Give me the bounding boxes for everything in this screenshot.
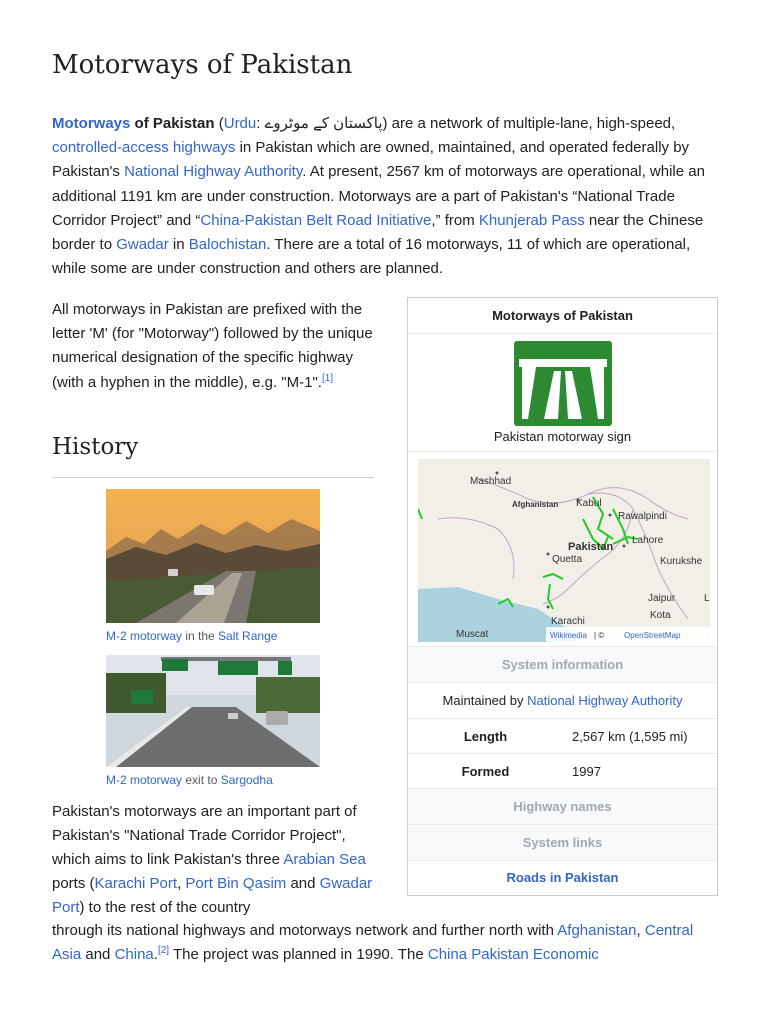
link-cpec[interactable]: China-Pakistan Belt Road Initiative — [200, 211, 432, 229]
map-label-kurukshe: Kurukshe — [660, 556, 703, 567]
link-khunjerab[interactable]: Khunjerab Pass — [478, 211, 585, 229]
link-china[interactable]: China — [114, 946, 154, 963]
length-label: Length — [463, 729, 508, 744]
intro-text: in Pakistan which are owned, maintained, and operated federally by Pakistan's — [52, 139, 690, 181]
ref-2-link[interactable]: [2] — [157, 945, 170, 956]
map-label-kota: Kota — [650, 610, 671, 621]
map-label-lahore: Lahore — [632, 535, 664, 546]
intro-text: ,” from — [431, 211, 479, 229]
caption-text: exit to — [182, 773, 221, 787]
intro-bold: of Pakistan — [130, 115, 215, 132]
link-central-asia[interactable]: Central Asia — [52, 922, 694, 963]
link-motorways[interactable]: Motorways — [52, 115, 131, 132]
map-label-mashhad: Mashhad — [470, 476, 512, 487]
highway-names-header[interactable]: Highway names — [408, 789, 717, 825]
link-afghanistan[interactable]: Afghanistan — [557, 922, 637, 939]
intro-paragraph — [52, 112, 716, 281]
infobox-map[interactable] — [408, 452, 717, 647]
length-value: 2,567 km (1,595 mi) — [572, 729, 688, 744]
system-links-header[interactable]: System links — [408, 825, 717, 861]
urdu-text: : پاکستان کے موٹروے — [256, 115, 383, 132]
map-label-kabul: Kabul — [576, 498, 602, 509]
corridor-text: Pakistan's motorways are an important part of Pakistan's "National Trade Corridor Project", which aims to link Pakistan's three — [52, 803, 357, 868]
length-row — [408, 719, 717, 754]
caption-link-m2-exit[interactable]: M-2 motorway — [106, 773, 183, 787]
sargodha-exit-photo[interactable] — [106, 655, 320, 767]
link-karachi-port[interactable]: Karachi Port — [94, 875, 178, 892]
intro-text: in — [168, 236, 189, 254]
link-china-pakistan-economic[interactable]: China Pakistan Economic — [427, 946, 599, 963]
link-nha[interactable]: National Highway Authority — [124, 163, 303, 181]
caption-link-m2[interactable]: M-2 motorway — [106, 629, 183, 643]
intro-text: . There are a total of 16 motorways, 11 of which are operational, while some are under construction and others are planned. — [52, 236, 691, 278]
map-label-karachi: Karachi — [551, 616, 585, 627]
corridor-text: and — [81, 946, 115, 963]
maintained-by-row — [408, 683, 717, 719]
caption-salt-range — [106, 629, 277, 643]
motorway-sign-icon[interactable] — [514, 341, 612, 426]
map-label-muscat: Muscat — [456, 629, 489, 640]
map-attribution-sep: | © — [594, 631, 605, 640]
link-arabian-sea[interactable]: Arabian Sea — [283, 851, 366, 868]
corridor-text: , — [636, 922, 645, 939]
formed-value: 1997 — [572, 764, 601, 779]
corridor-text: through its national highways and motorways network and further north with — [52, 922, 558, 939]
ref-1-link[interactable]: [1] — [321, 372, 334, 384]
corridor-text: ports ( — [52, 875, 95, 892]
link-maintained-nha[interactable]: National Highway Authority — [527, 693, 683, 708]
intro-text: . At present, 2567 km of motorways are operational, while an additional 1191 km are under construction. Motorways are a part of Pakistan's “National Trade Corridor Project” and “ — [52, 163, 705, 229]
caption-text: in the — [182, 629, 219, 643]
link-gwadar-port[interactable]: Gwadar Port — [52, 875, 373, 916]
caption-sargodha — [106, 773, 273, 787]
map-label-rawalpindi: Rawalpindi — [618, 511, 667, 522]
pakistan-map[interactable] — [418, 459, 710, 642]
prefix-paragraph — [52, 298, 377, 395]
prefix-text: All motorways in Pakistan are prefixed with the letter 'M' (for "Motorway") followed by the unique numerical designation of the specific highway (with a hyphen in the middle), e.g. "M-1". — [52, 301, 373, 391]
corridor-paragraph-continued — [52, 919, 716, 967]
heading-divider — [52, 477, 374, 478]
corridor-text: and — [286, 875, 320, 892]
corridor-paragraph — [52, 800, 377, 920]
maintained-prefix: Maintained by — [442, 693, 528, 708]
roads-in-pakistan-link[interactable]: Roads in Pakistan — [506, 870, 619, 885]
salt-range-photo[interactable] — [106, 489, 320, 623]
link-gwadar[interactable]: Gwadar — [116, 236, 169, 254]
map-label-jaipur: Jaipur — [648, 593, 676, 604]
corridor-text: , — [177, 875, 186, 892]
caption-link-salt-range[interactable]: Salt Range — [218, 629, 278, 643]
corridor-text: . — [153, 946, 158, 963]
infobox-image-row — [408, 334, 717, 452]
formed-label: Formed — [461, 764, 510, 779]
page-title: Motorways of Pakistan — [52, 50, 353, 80]
intro-text: ( — [214, 115, 224, 132]
link-port-bin-qasim[interactable]: Port Bin Qasim — [185, 875, 287, 892]
caption-link-sargodha[interactable]: Sargodha — [220, 773, 273, 787]
corridor-text: The project was planned in 1990. The — [169, 946, 428, 963]
infobox-title: Motorways of Pakistan — [408, 298, 717, 334]
formed-row — [408, 754, 717, 789]
map-label-quetta: Quetta — [552, 554, 583, 565]
map-attribution-wikimedia[interactable]: Wikimedia — [550, 631, 587, 640]
map-attribution-osm[interactable]: OpenStreetMap — [624, 631, 681, 640]
intro-text: ) are a network of multiple-lane, high-speed, — [382, 115, 676, 132]
system-info-header: System information — [408, 647, 717, 683]
intro-text: near the Chinese border to — [52, 211, 704, 254]
map-label-afghanistan: Afghanistan — [512, 500, 559, 509]
link-controlled-access[interactable]: controlled-access highways — [52, 139, 236, 157]
history-heading: History — [52, 434, 139, 460]
sign-caption: Pakistan motorway sign — [493, 429, 632, 444]
infobox — [407, 297, 718, 896]
link-urdu[interactable]: Urdu — [223, 115, 257, 132]
map-label-pakistan: Pakistan — [568, 541, 614, 553]
corridor-text: ) to the rest of the country — [79, 899, 251, 916]
map-label-l: L — [704, 593, 710, 604]
link-balochistan[interactable]: Balochistan — [188, 236, 267, 254]
